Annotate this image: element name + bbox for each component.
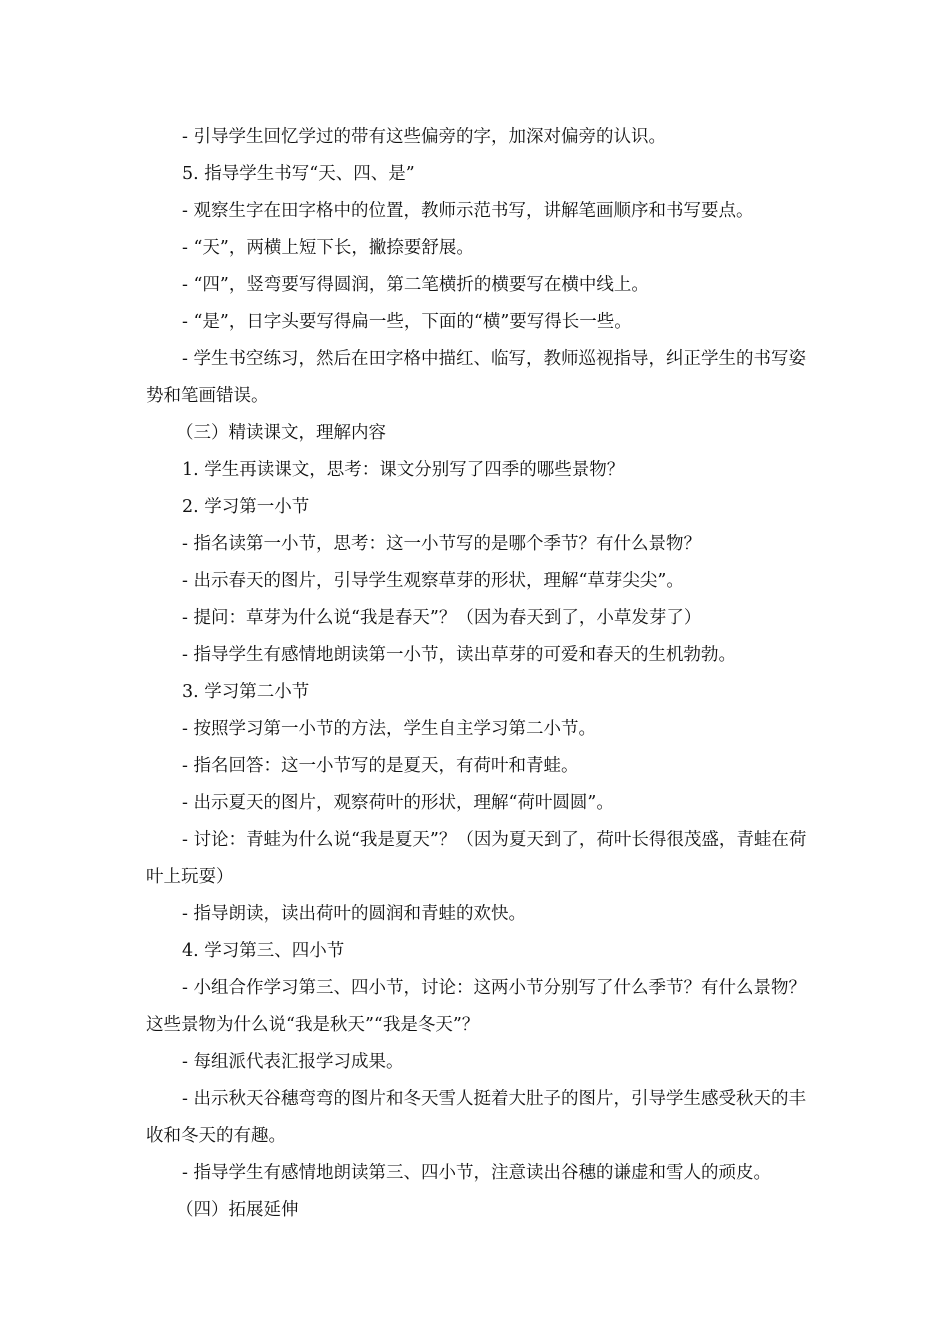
paragraph: - 指导学生有感情地朗读第三、四小节，注意读出谷穗的谦虚和雪人的顽皮。 [182,1163,771,1183]
paragraph: - 提问：草芽为什么说“我是春天”？（因为春天到了，小草发芽了） [182,608,702,628]
paragraph: - 按照学习第一小节的方法，学生自主学习第二小节。 [182,719,596,739]
paragraph: 3. 学习第二小节 [182,682,310,702]
paragraph: - 每组派代表汇报学习成果。 [182,1052,404,1072]
paragraph: - “四”，竖弯要写得圆润，第二笔横折的横要写在横中线上。 [182,275,649,295]
document-body [146,119,812,1229]
paragraph: - 指名回答：这一小节写的是夏天，有荷叶和青蛙。 [182,756,579,776]
paragraph: - 指导朗读，读出荷叶的圆润和青蛙的欢快。 [182,904,526,924]
paragraph: 2. 学习第一小节 [182,497,310,517]
paragraph: - 小组合作学习第三、四小节，讨论：这两小节分别写了什么季节？有什么景物？这些景物为什么说“我是秋天”“我是冬天”？ [146,978,806,1035]
paragraph: - 出示秋天谷穗弯弯的图片和冬天雪人挺着大肚子的图片，引导学生感受秋天的丰收和冬天的有趣。 [146,1089,806,1146]
section-heading: （四）拓展延伸 [176,1200,299,1220]
paragraph: 5. 指导学生书写“天、四、是” [182,164,415,184]
paragraph: - 学生书空练习，然后在田字格中描红、临写，教师巡视指导，纠正学生的书写姿势和笔画错误。 [146,349,806,406]
paragraph: - 出示夏天的图片，观察荷叶的形状，理解“荷叶圆圆”。 [182,793,614,813]
paragraph: - 引导学生回忆学过的带有这些偏旁的字，加深对偏旁的认识。 [182,127,666,147]
section-heading: （三）精读课文，理解内容 [176,423,386,443]
paragraph: - 出示春天的图片，引导学生观察草芽的形状，理解“草芽尖尖”。 [182,571,684,591]
paragraph: 1. 学生再读课文，思考：课文分别写了四季的哪些景物？ [182,460,625,480]
paragraph: - 指名读第一小节，思考：这一小节写的是哪个季节？有什么景物？ [182,534,701,554]
paragraph: - 指导学生有感情地朗读第一小节，读出草芽的可爱和春天的生机勃勃。 [182,645,736,665]
paragraph: - “是”，日字头要写得扁一些，下面的“横”要写得长一些。 [182,312,632,332]
paragraph: - 观察生字在田字格中的位置，教师示范书写，讲解笔画顺序和书写要点。 [182,201,754,221]
paragraph: 4. 学习第三、四小节 [182,941,345,961]
paragraph: - “天”，两横上短下长，撇捺要舒展。 [182,238,474,258]
paragraph: - 讨论：青蛙为什么说“我是夏天”？（因为夏天到了，荷叶长得很茂盛，青蛙在荷叶上玩耍） [146,830,807,887]
